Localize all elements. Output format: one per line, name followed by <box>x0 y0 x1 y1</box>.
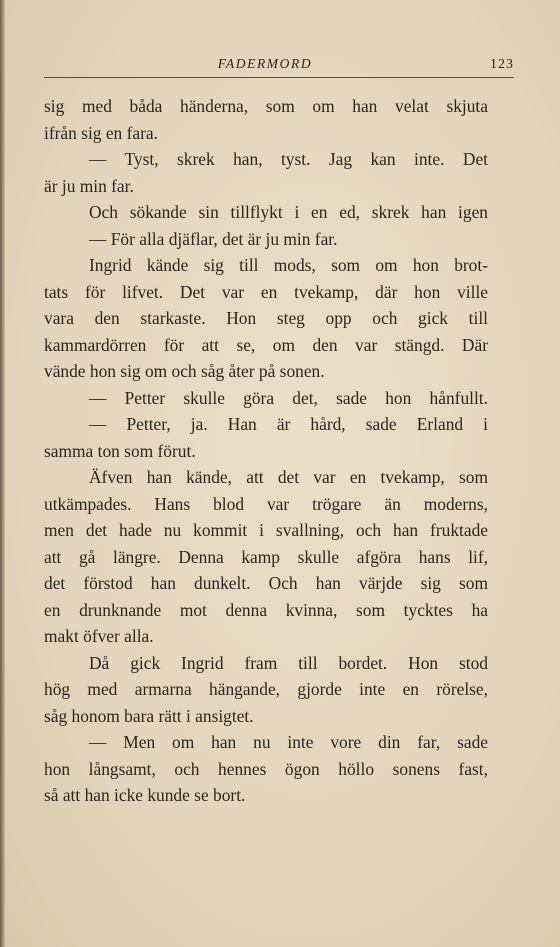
text-line: Äfven han kände, att det var en tvekamp, som <box>89 467 488 487</box>
text-line: ifrån sig en fara. <box>44 122 158 143</box>
text-line: tats för lifvet. Det var en tvekamp, där hon ville <box>44 281 488 302</box>
text-line: att gå längre. Denna kamp skulle afgöra hans lif, <box>44 546 488 567</box>
text-line: utkämpades. Hans blod var trögare än moderns, <box>44 493 488 514</box>
text-line: en drunknande mot denna kvinna, som tycktes ha <box>44 599 488 620</box>
text-line: sig med båda händerna, som om han velat skjuta <box>44 96 488 116</box>
body-text <box>44 93 488 809</box>
text-line: är ju min far. <box>44 175 134 196</box>
text-line: — Tyst, skrek han, tyst. Jag kan inte. Det <box>89 149 488 169</box>
text-line: — Men om han nu inte vore din far, sade <box>89 732 488 752</box>
text-line: Ingrid kände sig till mods, som om hon brot- <box>89 255 488 275</box>
text-line: så att han icke kunde se bort. <box>44 785 246 805</box>
text-line: vara den starkaste. Hon steg opp och gick till <box>44 308 488 328</box>
text-line: — Petter skulle göra det, sade hon hånfullt. <box>89 387 488 408</box>
text-line: vände hon sig om och såg åter på sonen. <box>44 361 325 381</box>
page-header <box>44 56 514 78</box>
text-line: det förstod han dunkelt. Och han värjde sig som <box>44 573 488 593</box>
text-line: såg honom bara rätt i ansigtet. <box>44 705 254 726</box>
running-title: FADERMORD <box>217 56 313 71</box>
text-line: hög med armarna hängande, gjorde inte en rörelse, <box>44 679 488 699</box>
text-line: samma ton som förut. <box>44 440 196 461</box>
header-rule <box>44 77 514 78</box>
text-line: Då gick Ingrid fram till bordet. Hon stod <box>89 652 488 673</box>
text-line: — Petter, ja. Han är hård, sade Erland i <box>89 414 488 434</box>
text-line: men det hade nu kommit i svallning, och han fruktade <box>44 520 488 540</box>
text-line: kammardörren för att se, om den var stängd. Där <box>44 334 488 355</box>
text-line: — För alla djäflar, det är ju min far. <box>89 228 338 249</box>
page-binding-edge <box>0 0 5 947</box>
page-number: 123 <box>490 57 514 72</box>
text-line: makt öfver alla. <box>44 626 154 646</box>
text-line: Och sökande sin tillflykt i en ed, skrek han igen <box>89 202 488 222</box>
text-line: hon långsamt, och hennes ögon höllo sonens fast, <box>44 758 488 779</box>
